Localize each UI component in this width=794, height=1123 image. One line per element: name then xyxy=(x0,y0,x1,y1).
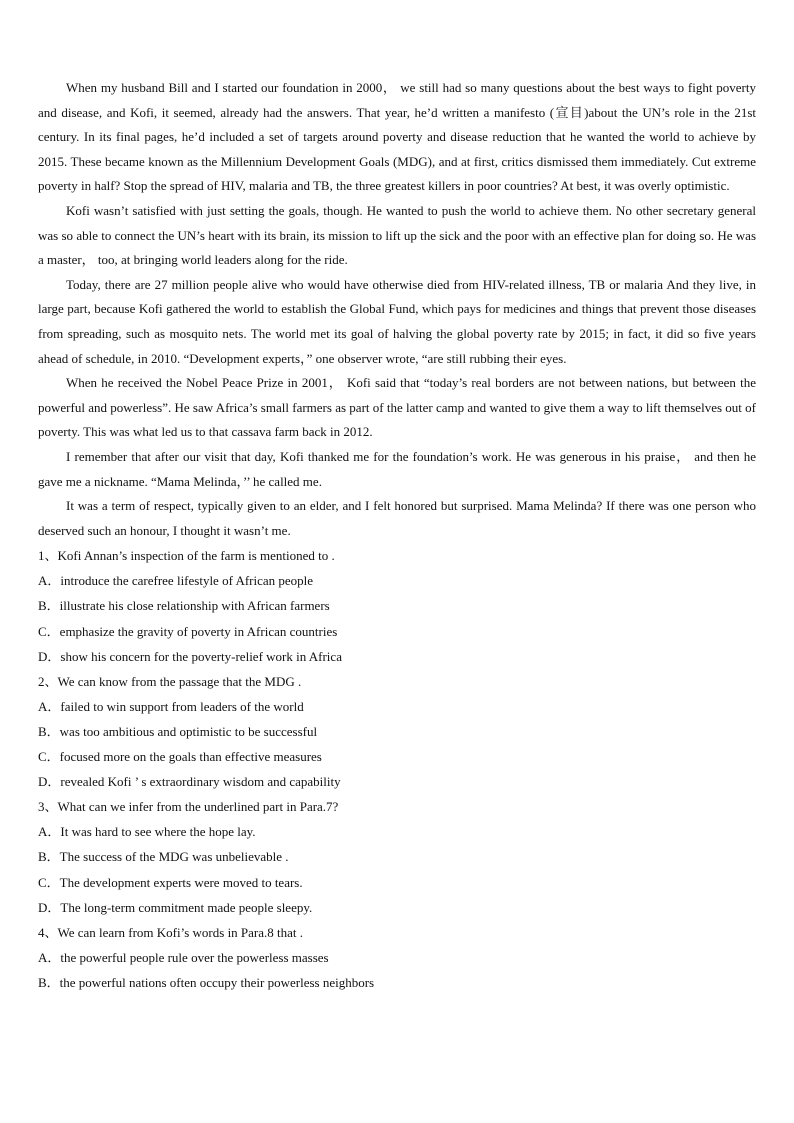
paragraph-3: Today, there are 27 million people alive who would have otherwise died from HIV-related illness, TB or malaria And they live, in large part, because Kofi gathered the world to establish the Global Fund, which pays for medicines and things that prevent those diseases from spreading, such as mosquito nets. The world met its goal of halving the global poverty rate by 2015; in fact, it did so five years ahead of schedule, in 2010. “Development experts，” one observer wrote, “are still rubbing their eyes. xyxy=(38,276,756,366)
option-text: introduce the carefree lifestyle of African people xyxy=(60,573,314,589)
option-letter: A． xyxy=(38,949,61,965)
question-stem: 2、We can know from the passage that the MDG . xyxy=(38,673,302,689)
option-text: It was hard to see where the hope lay. xyxy=(60,824,256,840)
option-letter: A． xyxy=(38,824,61,840)
question-stem: 1、Kofi Annan’s inspection of the farm is mentioned to . xyxy=(38,548,335,564)
option-letter: B． xyxy=(38,849,60,865)
option-letter: C． xyxy=(38,749,60,765)
paragraph-6: It was a term of respect, typically given to an elder, and I felt honored but surprised. Mama Melinda? If there was one person who deserved such an honour, I thought it wasn’t me. xyxy=(38,498,756,538)
questions-section xyxy=(38,543,756,995)
option-text: was too ambitious and optimistic to be successful xyxy=(59,723,318,739)
option-a[interactable] xyxy=(38,568,756,593)
question-2 xyxy=(38,669,756,794)
document-page xyxy=(38,76,756,995)
option-c[interactable] xyxy=(38,744,756,769)
question-stem: 3、What can we infer from the underlined part in Para.7? xyxy=(38,799,339,815)
paragraph-5: I remember that after our visit that day, Kofi thanked me for the foundation’s work. He was generous in his praise， and then he gave me a nickname. “Mama Melinda，’’ he called me. xyxy=(38,448,756,489)
option-text: the powerful nations often occupy their powerless neighbors xyxy=(59,974,375,990)
option-d[interactable] xyxy=(38,895,756,920)
option-letter: B． xyxy=(38,974,60,990)
option-letter: D． xyxy=(38,899,61,915)
question-stem: 4、We can learn from Kofi’s words in Para.8 that . xyxy=(38,924,304,940)
option-letter: B． xyxy=(38,598,60,614)
option-text: revealed Kofi ’ s extraordinary wisdom and capability xyxy=(60,774,341,790)
option-letter: B． xyxy=(38,723,60,739)
option-letter: A． xyxy=(38,698,61,714)
option-text: The development experts were moved to tears. xyxy=(59,874,303,890)
option-text: focused more on the goals than effective measures xyxy=(59,749,322,765)
option-b[interactable] xyxy=(38,970,756,995)
question-3 xyxy=(38,794,756,919)
option-b[interactable] xyxy=(38,844,756,869)
option-b[interactable] xyxy=(38,719,756,744)
option-letter: C． xyxy=(38,874,60,890)
option-c[interactable] xyxy=(38,870,756,895)
option-text: failed to win support from leaders of the world xyxy=(60,698,304,714)
option-d[interactable] xyxy=(38,769,756,794)
reading-passage xyxy=(38,76,756,543)
option-a[interactable] xyxy=(38,694,756,719)
question-1 xyxy=(38,543,756,668)
option-a[interactable] xyxy=(38,945,756,970)
paragraph-1: When my husband Bill and I started our foundation in 2000， we still had so many questions about the best ways to fight poverty and disease, and Kofi, it seemed, already had the answers. That year, he’d written a manifesto (宣目)about the UN’s role in the 21st century. In its final pages, he’d included a set of targets around poverty and disease reduction that he wanted the world to achieve by 2015. These became known as the Millennium Development Goals (MDG), and at first, critics dismissed them immediately. Cut extreme poverty in half? Stop the spread of HIV, malaria and TB, the three greatest killers in poor countries? At best, it was overly optimistic. xyxy=(38,80,756,194)
paragraph-4: When he received the Nobel Peace Prize in 2001， Kofi said that “today’s real borders are not between nations, but between the powerful and powerless”. He saw Africa’s small farmers as part of the latter camp and wanted to give them a way to lift themselves out of poverty. This was what led us to that cassava farm back in 2012. xyxy=(38,375,756,440)
option-c[interactable] xyxy=(38,619,756,644)
option-d[interactable] xyxy=(38,644,756,669)
option-a[interactable] xyxy=(38,819,756,844)
option-text: the powerful people rule over the powerless masses xyxy=(60,949,329,965)
option-letter: D． xyxy=(38,648,61,664)
question-4 xyxy=(38,920,756,995)
option-b[interactable] xyxy=(38,593,756,618)
option-text: The success of the MDG was unbelievable . xyxy=(59,849,289,865)
option-letter: D． xyxy=(38,774,61,790)
option-letter: A． xyxy=(38,573,61,589)
option-text: The long-term commitment made people sleepy. xyxy=(60,899,313,915)
option-text: illustrate his close relationship with African farmers xyxy=(59,598,330,614)
paragraph-2: Kofi wasn’t satisfied with just setting the goals, though. He wanted to push the world to achieve them. No other secretary general was so able to connect the UN’s heart with its brain, its mission to lift up the sick and the poor with an effective plan for doing so. He was a master， too, at bringing world leaders along for the ride. xyxy=(38,202,756,268)
option-letter: C． xyxy=(38,623,60,639)
option-text: show his concern for the poverty-relief work in Africa xyxy=(60,648,342,664)
option-text: emphasize the gravity of poverty in African countries xyxy=(59,623,338,639)
